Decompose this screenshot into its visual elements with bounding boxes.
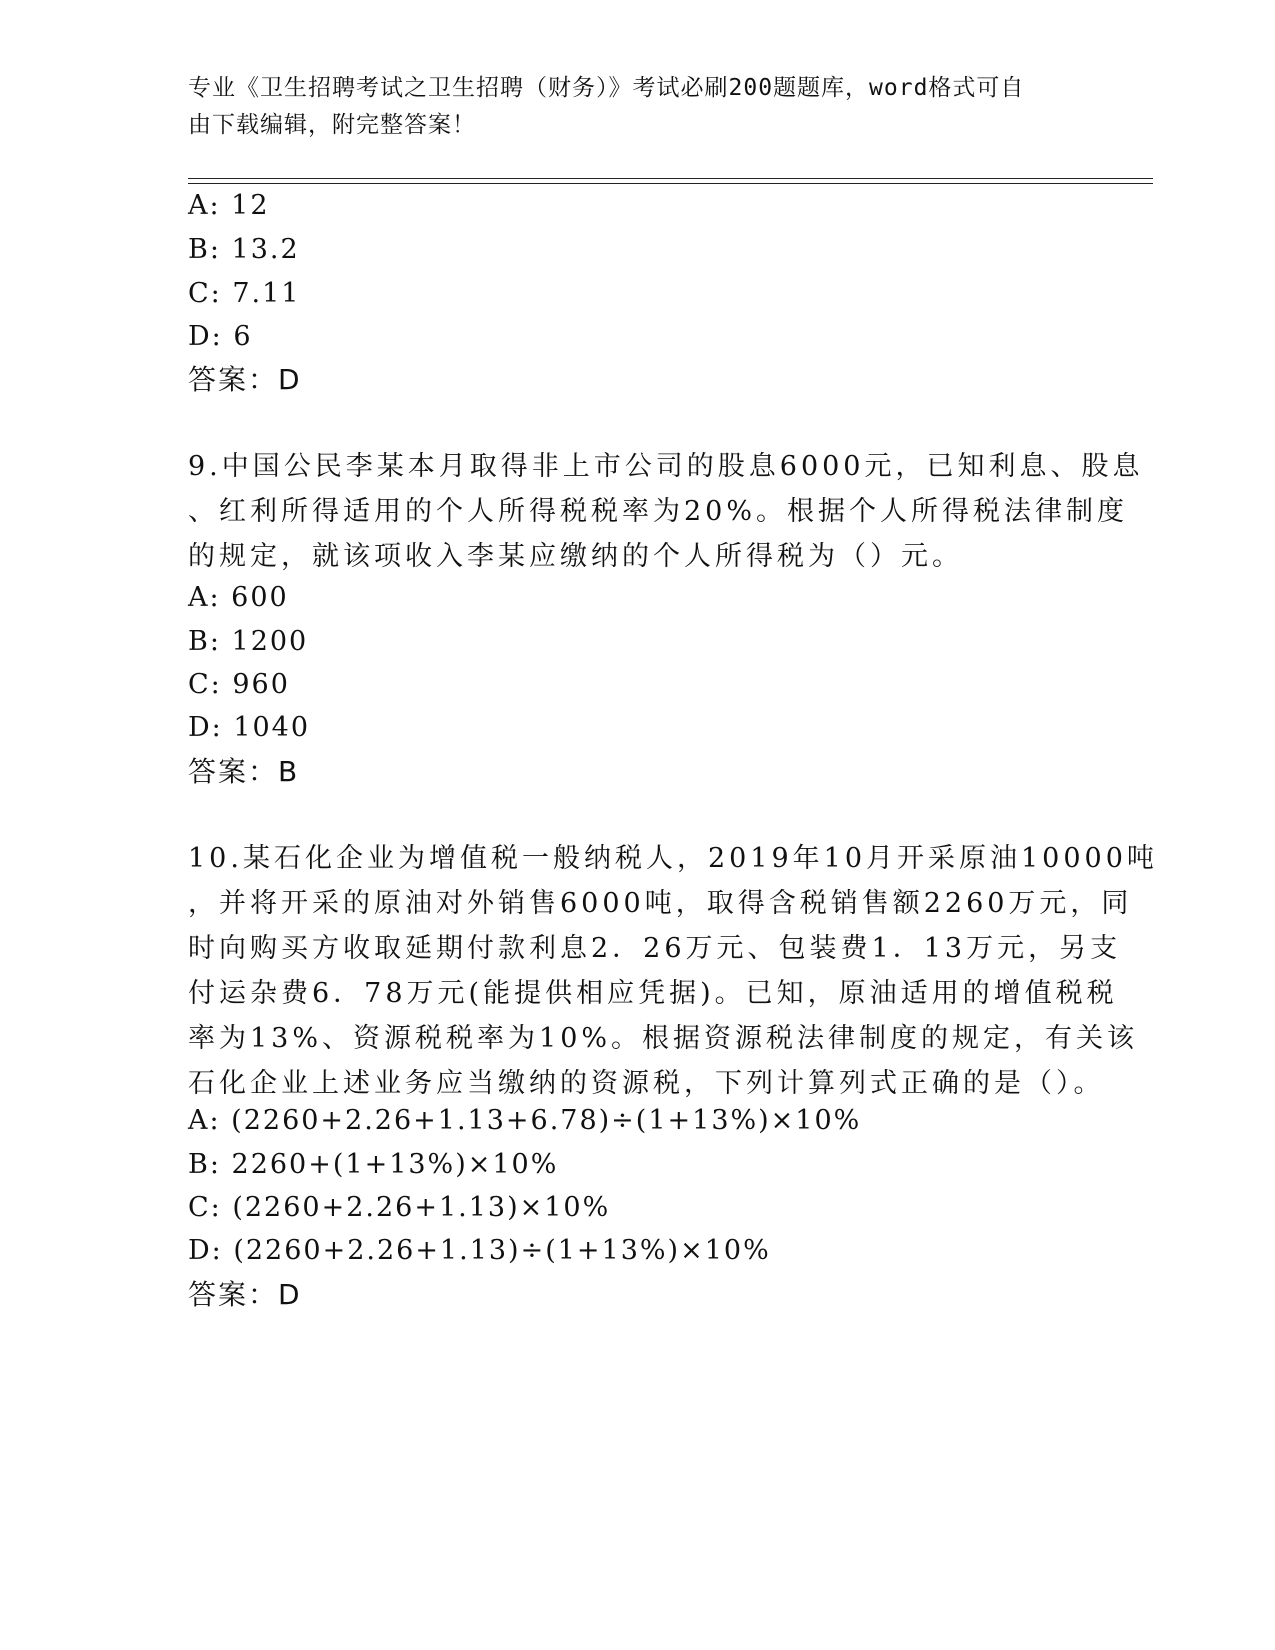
question-10-line-6: 石化企业上述业务应当缴纳的资源税，下列计算列式正确的是（）。 xyxy=(188,1068,1105,1099)
answer: 答案：D xyxy=(188,363,302,396)
question-10-line-2: ，并将开采的原油对外销售6000吨，取得含税销售额2260万元，同 xyxy=(188,888,1133,919)
question-9-option-a: A: 600 xyxy=(188,582,289,613)
document-header xyxy=(188,70,1068,144)
header-line-2: 由下载编辑，附完整答案！ xyxy=(188,112,476,138)
question-9-answer: 答案：B xyxy=(188,755,300,788)
question-10-line-4: 付运杂费6．78万元(能提供相应凭据)。已知，原油适用的增值税税 xyxy=(188,978,1118,1009)
question-9-line-1: 9.中国公民李某本月取得非上市公司的股息6000元，已知利息、股息 xyxy=(188,451,1144,482)
question-10-option-c: C: (2260+2.26+1.13)×10% xyxy=(188,1192,611,1223)
header-divider-top xyxy=(188,178,1153,179)
question-10-option-b: B: 2260+(1+13%)×10% xyxy=(188,1149,559,1180)
question-9-line-3: 的规定，就该项收入李某应缴纳的个人所得税为（）元。 xyxy=(188,541,963,572)
question-9-option-b: B: 1200 xyxy=(188,626,309,657)
option-c: C: 7.11 xyxy=(188,278,301,309)
question-10-line-5: 率为13%、资源税税率为10%。根据资源税法律制度的规定，有关该 xyxy=(188,1023,1139,1054)
header-divider-bottom xyxy=(188,183,1153,184)
question-10-stem xyxy=(188,836,1158,1106)
option-d: D: 6 xyxy=(188,321,253,352)
question-10-option-d: D: (2260+2.26+1.13)÷(1+13%)×10% xyxy=(188,1235,771,1266)
header-line-1: 专业《卫生招聘考试之卫生招聘（财务）》考试必刷200题题库，word格式可自 xyxy=(188,75,1025,101)
question-10-option-a: A: (2260+2.26+1.13+6.78)÷(1+13%)×10% xyxy=(188,1105,862,1136)
option-a: A: 12 xyxy=(188,190,270,221)
question-10-line-1: 10.某石化企业为增值税一般纳税人，2019年10月开采原油10000吨 xyxy=(188,843,1158,874)
question-9-line-2: 、红利所得适用的个人所得税税率为20%。根据个人所得税法律制度 xyxy=(188,496,1129,527)
question-10-line-3: 时向购买方收取延期付款利息2．26万元、包装费1．13万元，另支 xyxy=(188,933,1122,964)
question-9-stem xyxy=(188,444,1144,579)
question-9-option-c: C: 960 xyxy=(188,669,290,700)
option-b: B: 13.2 xyxy=(188,234,300,265)
question-9-option-d: D: 1040 xyxy=(188,712,311,743)
question-10-answer: 答案：D xyxy=(188,1278,302,1311)
